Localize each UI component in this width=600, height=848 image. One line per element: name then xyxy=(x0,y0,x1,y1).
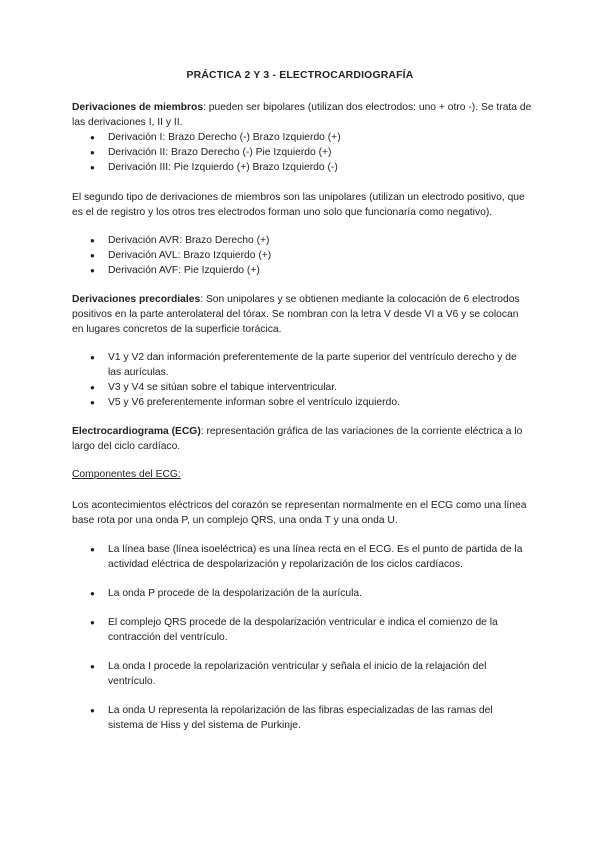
bullet-icon: ● xyxy=(90,398,95,407)
page-title: PRÁCTICA 2 Y 3 - ELECTROCARDIOGRAFÍA xyxy=(186,70,414,81)
componentes-heading: Componentes del ECG: xyxy=(72,469,181,480)
componentes-intro: Los acontecimientos eléctricos del corazón se representan normalmente en el ECG como una línea base rota por una onda P, un complejo QRS, una onda T y una onda U. xyxy=(72,500,527,526)
deriv-miembros-heading: Derivaciones de miembros xyxy=(72,102,204,113)
list-item xyxy=(88,263,528,278)
ecg-paragraph xyxy=(72,424,532,454)
list-item-text: V5 y V6 preferentemente informan sobre el ventrículo izquierdo. xyxy=(108,397,400,408)
list-item-text: V3 y V4 se sitúan sobre el tabique interventricular. xyxy=(108,382,337,393)
list-item-text: Derivación I: Brazo Derecho (-) Brazo Izquierdo (+) xyxy=(108,132,341,143)
list-item-text: Derivación AVF: Pie Izquierdo (+) xyxy=(108,265,260,276)
list-item xyxy=(88,233,528,248)
deriv-miembros-list xyxy=(88,130,528,175)
componentes-list xyxy=(88,542,528,747)
bullet-icon: ● xyxy=(90,662,95,671)
list-item xyxy=(88,659,528,689)
list-item xyxy=(88,248,528,263)
list-item xyxy=(88,130,528,145)
bullet-icon: ● xyxy=(90,163,95,172)
list-item xyxy=(88,380,528,395)
list-item xyxy=(88,395,528,410)
list-item xyxy=(88,586,528,601)
list-item-text: La línea base (línea isoeléctrica) es una línea recta en el ECG. Es el punto de partida de la actividad eléctrica de despolarización y repolarización de los ciclos cardíacos. xyxy=(108,544,523,570)
list-item-text: V1 y V2 dan información preferentemente de la parte superior del ventrículo derecho y de las aurículas. xyxy=(108,352,517,378)
bullet-icon: ● xyxy=(90,236,95,245)
bullet-icon: ● xyxy=(90,133,95,142)
list-item-text: Derivación II: Brazo Derecho (-) Pie Izquierdo (+) xyxy=(108,147,332,158)
bullet-icon: ● xyxy=(90,383,95,392)
list-item xyxy=(88,160,528,175)
ecg-heading: Electrocardiograma (ECG) xyxy=(72,426,201,437)
list-item-text: Derivación III: Pie Izquierdo (+) Brazo Izquierdo (-) xyxy=(108,162,338,173)
deriv-miembros-paragraph xyxy=(72,100,532,130)
list-item-text: Derivación AVL: Brazo Izquierdo (+) xyxy=(108,250,272,261)
bullet-icon: ● xyxy=(90,148,95,157)
deriv-miembros-text: : pueden ser bipolares (utilizan dos electrodos: uno + otro -). Se trata de las derivaciones I, II y II. xyxy=(72,102,532,128)
list-item-text: El complejo QRS procede de la despolarización ventricular e indica el comienzo de la contracción del ventrículo. xyxy=(108,617,498,643)
list-item xyxy=(88,703,528,733)
bullet-icon: ● xyxy=(90,706,95,715)
precordiales-list xyxy=(88,350,528,410)
list-item-text: Derivación AVR: Brazo Derecho (+) xyxy=(108,235,270,246)
bullet-icon: ● xyxy=(90,618,95,627)
list-item xyxy=(88,145,528,160)
unipolares-list xyxy=(88,233,528,278)
bullet-icon: ● xyxy=(90,251,95,260)
bullet-icon: ● xyxy=(90,353,95,362)
precordiales-text: : Son unipolares y se obtienen mediante la colocación de 6 electrodos positivos en la parte anterolateral del tórax. Se nombran con la letra V desde VI a V6 y se colocan en lugares concretos de la superficie torácica. xyxy=(72,294,520,335)
ecg-text: : representación gráfica de las variaciones de la corriente eléctrica a lo largo del ciclo cardíaco. xyxy=(72,426,523,452)
list-item xyxy=(88,615,528,645)
bullet-icon: ● xyxy=(90,266,95,275)
list-item-text: La onda I procede la repolarización ventricular y señala el inicio de la relajación del ventrículo. xyxy=(108,661,487,687)
list-item-text: La onda U representa la repolarización de las fibras especializadas de las ramas del sistema de Hiss y del sistema de Purkinje. xyxy=(108,705,493,731)
list-item xyxy=(88,542,528,572)
list-item-text: La onda P procede de la despolarización de la aurícula. xyxy=(108,588,362,599)
unipolares-paragraph: El segundo tipo de derivaciones de miembros son las unipolares (utilizan un electrodo positivo, que es el de registro y los otros tres electrodos forman uno solo que funcionaría como negativo). xyxy=(72,192,525,218)
bullet-icon: ● xyxy=(90,545,95,554)
precordiales-paragraph xyxy=(72,292,532,337)
bullet-icon: ● xyxy=(90,589,95,598)
precordiales-heading: Derivaciones precordiales xyxy=(72,294,201,305)
list-item xyxy=(88,350,528,380)
